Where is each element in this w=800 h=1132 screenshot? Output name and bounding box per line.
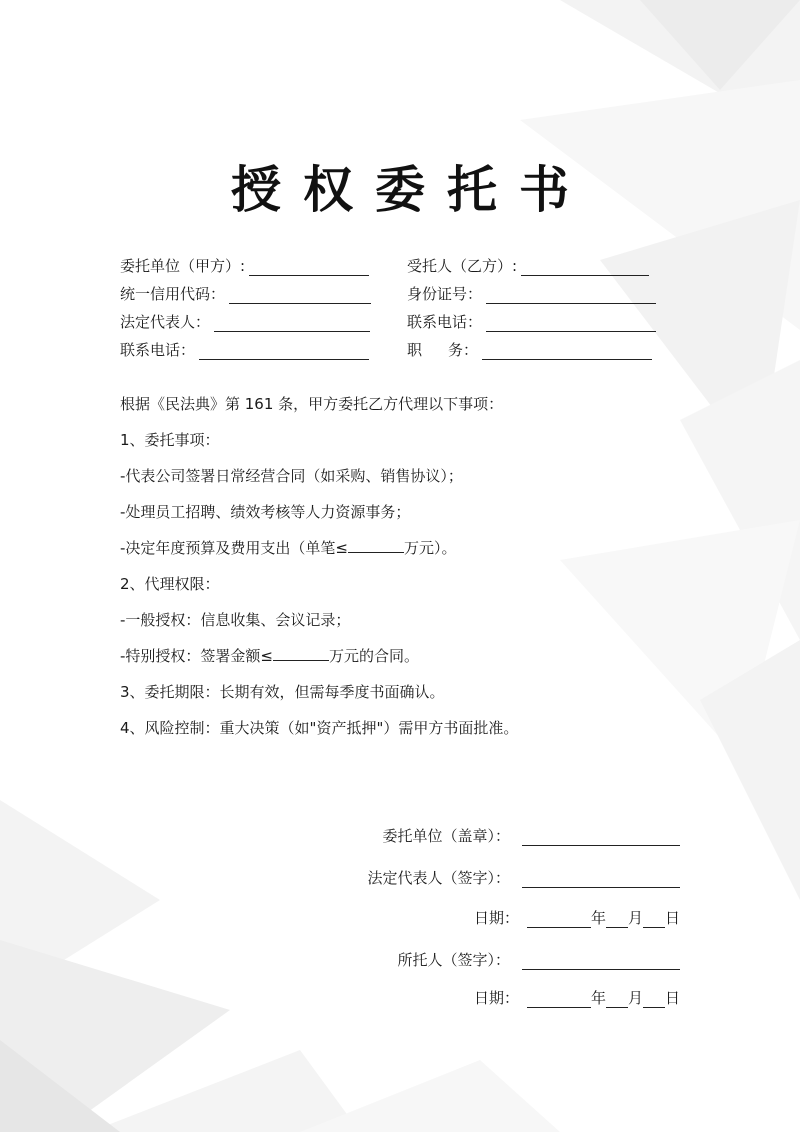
date-label: 日期： <box>473 909 519 927</box>
month-blank[interactable] <box>606 911 628 928</box>
field-legal-rep <box>120 312 370 332</box>
field-label: 职 <box>407 341 423 359</box>
budget-text: 万元）。 <box>403 539 457 557</box>
section-1-item-budget <box>120 538 457 558</box>
signature-line[interactable] <box>522 871 680 888</box>
signature-legal-rep <box>367 868 680 888</box>
month-label: 月 <box>627 989 643 1007</box>
blank-line[interactable] <box>214 315 370 332</box>
field-label: 受托人（乙方）: <box>407 257 518 275</box>
field-position <box>407 340 652 360</box>
blank-line[interactable] <box>199 343 369 360</box>
field-principal-unit <box>120 256 369 276</box>
field-label: 委托单位（甲方）: <box>120 257 246 275</box>
section-2-title: 2、代理权限： <box>120 575 220 593</box>
intro-text: 根据《民法典》第 161 条，甲方委托乙方代理以下事项： <box>120 395 504 413</box>
field-label: 法定代表人： <box>120 313 211 331</box>
field-left-phone <box>120 340 369 360</box>
day-blank[interactable] <box>643 911 665 928</box>
blank-line[interactable] <box>249 259 369 276</box>
blank-line[interactable] <box>486 315 656 332</box>
document-title: 授权委托书 <box>231 161 591 219</box>
month-blank[interactable] <box>606 991 628 1008</box>
signature-unit-seal <box>382 826 680 846</box>
budget-text: -决定年度预算及费用支出（单笔≤ <box>120 539 348 557</box>
signature-agent <box>397 950 680 970</box>
blank-line[interactable] <box>486 287 656 304</box>
blank-line[interactable] <box>229 287 371 304</box>
budget-amount-blank[interactable] <box>348 538 404 553</box>
field-label: 务： <box>448 341 479 359</box>
field-label: 身份证号： <box>407 285 483 303</box>
signature-line[interactable] <box>522 829 680 846</box>
date-label: 日期： <box>473 989 519 1007</box>
day-blank[interactable] <box>643 991 665 1008</box>
field-agent <box>407 256 649 276</box>
year-blank[interactable] <box>527 911 591 928</box>
field-label: 联系电话： <box>407 313 483 331</box>
section-1-item: -处理员工招聘、绩效考核等人力资源事务； <box>120 503 411 521</box>
blank-line[interactable] <box>482 343 652 360</box>
contract-amount-blank[interactable] <box>273 646 329 661</box>
day-label: 日 <box>664 989 680 1007</box>
date-row-1 <box>474 908 680 928</box>
year-blank[interactable] <box>527 991 591 1008</box>
field-id-number <box>407 284 656 304</box>
section-1-item: -代表公司签署日常经营合同（如采购、销售协议）； <box>120 467 463 485</box>
special-text: 万元的合同。 <box>328 647 419 665</box>
year-label: 年 <box>590 989 606 1007</box>
day-label: 日 <box>664 909 680 927</box>
section-3: 3、委托期限：长期有效，但需每季度书面确认。 <box>120 683 445 701</box>
field-label: 统一信用代码： <box>120 285 226 303</box>
field-right-phone <box>407 312 656 332</box>
section-2-item-special <box>120 646 419 666</box>
field-label: 联系电话： <box>120 341 196 359</box>
blank-line[interactable] <box>521 259 649 276</box>
signature-label: 所托人（签字）： <box>397 951 510 969</box>
special-text: -特别授权：签署金额≤ <box>120 647 273 665</box>
field-credit-code <box>120 284 371 304</box>
section-2-item: -一般授权：信息收集、会议记录； <box>120 611 351 629</box>
year-label: 年 <box>590 909 606 927</box>
month-label: 月 <box>627 909 643 927</box>
date-row-2 <box>474 988 680 1008</box>
signature-label: 法定代表人（签字）： <box>367 869 510 887</box>
signature-label: 委托单位（盖章）： <box>382 827 510 845</box>
section-4: 4、风险控制：重大决策（如"资产抵押"）需甲方书面批准。 <box>120 719 519 737</box>
section-1-title: 1、委托事项： <box>120 431 220 449</box>
signature-line[interactable] <box>522 953 680 970</box>
